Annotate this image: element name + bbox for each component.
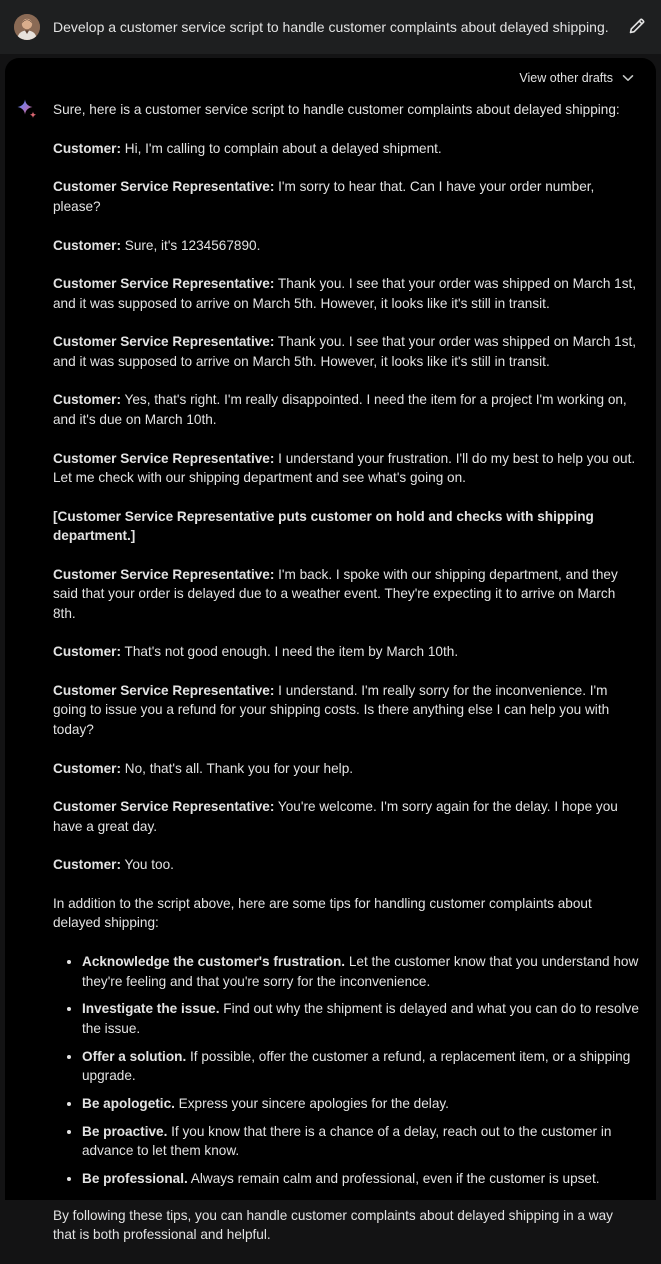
line-text: Sure, it's 1234567890. [120, 237, 261, 253]
dialogue-line [53, 642, 639, 661]
speaker-label: Customer Service Representative: [53, 276, 275, 292]
tip-title: Investigate the issue. [82, 1001, 220, 1017]
tip-item [82, 1122, 639, 1161]
dialogue-line [53, 177, 639, 216]
line-text: I'm back. I spoke with our shipping department, and they said that your order is delayed due to a weather event. They're expecting it to arrive on March 8th. [53, 566, 618, 621]
speaker-label: Customer Service Representative: [53, 450, 275, 466]
tip-title: Be proactive. [82, 1123, 168, 1139]
tip-title: Be apologetic. [82, 1096, 175, 1112]
line-text: No, that's all. Thank you for your help. [120, 760, 354, 776]
dialogue-line [53, 759, 639, 778]
line-text: Thank you. I see that your order was shipped on March 1st, and it was supposed to arrive on March 5th. However, it looks like it's still in transit. [53, 276, 637, 311]
speaker-label: Customer Service Representative: [53, 799, 275, 815]
tip-title: Offer a solution. [82, 1048, 187, 1064]
tips-intro: In addition to the script above, here are some tips for handling customer complaints about delayed shipping: [53, 896, 592, 931]
speaker-label: Customer Service Representative: [53, 682, 275, 698]
tip-title: Be professional. [82, 1171, 188, 1187]
dialogue-line [53, 449, 639, 488]
tip-text: If possible, offer the customer a refund, a replacement item, or a shipping upgrade. [82, 1048, 631, 1084]
tip-text: If you know that there is a chance of a delay, reach out to the customer in advance to let them know. [82, 1123, 612, 1159]
prompt-header [0, 0, 661, 54]
line-text: That's not good enough. I need the item by March 10th. [120, 644, 459, 660]
chevron-down-icon [621, 71, 635, 85]
edit-prompt-button[interactable] [627, 16, 647, 36]
dialogue-line [53, 332, 639, 371]
stage-direction-text: [Customer Service Representative puts customer on hold and checks with shipping department.] [53, 508, 594, 544]
line-text: Hi, I'm calling to complain about a delayed shipment. [120, 140, 442, 156]
tip-text: Let the customer know that you understand how they're feeling and that you're sorry for the inconvenience. [82, 954, 639, 989]
speaker-label: Customer: [53, 644, 121, 660]
response-conclusion: By following these tips, you can handle customer complaints about delayed shipping in a way that is both professional and helpful. [53, 1207, 613, 1243]
line-text: I understand. I'm really sorry for the inconvenience. I'm going to issue you a refund for your shipping costs. Is there anything else I can help you with today? [53, 682, 610, 737]
dialogue-line [53, 797, 639, 836]
speaker-label: Customer: [53, 140, 121, 156]
user-prompt: Develop a customer service script to handle customer complaints about delayed shipping. [53, 19, 609, 35]
tip-item [82, 952, 639, 991]
speaker-label: Customer: [53, 392, 121, 408]
tip-text: Find out why the shipment is delayed and what you can do to resolve the issue. [82, 1001, 639, 1036]
assistant-response [53, 100, 639, 1264]
view-other-drafts-label: View other drafts [519, 71, 613, 85]
dialogue-line [53, 681, 639, 739]
line-text: You're welcome. I'm sorry again for the delay. I hope you have a great day. [53, 799, 618, 834]
dialogue-line [53, 855, 639, 874]
dialogue-line [53, 139, 639, 158]
user-avatar[interactable] [14, 14, 40, 40]
speaker-label: Customer: [53, 760, 121, 776]
line-text: I understand your frustration. I'll do my best to help you out. Let me check with our shipping department and see what's going on. [53, 450, 636, 485]
tip-text: Express your sincere apologies for the delay. [174, 1096, 449, 1112]
avatar-icon [14, 14, 40, 40]
speaker-label: Customer: [53, 237, 121, 253]
dialogue-line [53, 565, 639, 623]
line-text: Yes, that's right. I'm really disappointed. I need the item for a project I'm working on, and it's due on March 10th. [53, 392, 627, 427]
sparkle-icon [16, 98, 38, 120]
dialogue-line [53, 274, 639, 313]
speaker-label: Customer Service Representative: [53, 566, 275, 582]
tip-text: Always remain calm and professional, even if the customer is upset. [187, 1171, 600, 1187]
speaker-label: Customer: [53, 857, 121, 873]
tip-title: Acknowledge the customer's frustration. [82, 954, 346, 970]
tip-item [82, 1094, 639, 1113]
line-text: I'm sorry to hear that. Can I have your order number, please? [53, 179, 595, 214]
speaker-label: Customer Service Representative: [53, 334, 275, 350]
tip-item [82, 999, 639, 1038]
tip-item [82, 1047, 639, 1086]
tips-list [53, 952, 639, 1189]
dialogue-line [53, 390, 639, 429]
tip-item [82, 1169, 639, 1188]
line-text: You too. [120, 857, 174, 873]
response-intro: Sure, here is a customer service script to handle customer complaints about delayed shipping: [53, 102, 620, 117]
stage-direction [53, 507, 639, 546]
speaker-label: Customer Service Representative: [53, 179, 275, 195]
view-other-drafts-button[interactable] [519, 70, 635, 86]
pencil-icon [627, 16, 647, 36]
line-text: Thank you. I see that your order was shipped on March 1st, and it was supposed to arrive on March 5th. However, it looks like it's still in transit. [53, 334, 637, 369]
dialogue-line [53, 236, 639, 255]
